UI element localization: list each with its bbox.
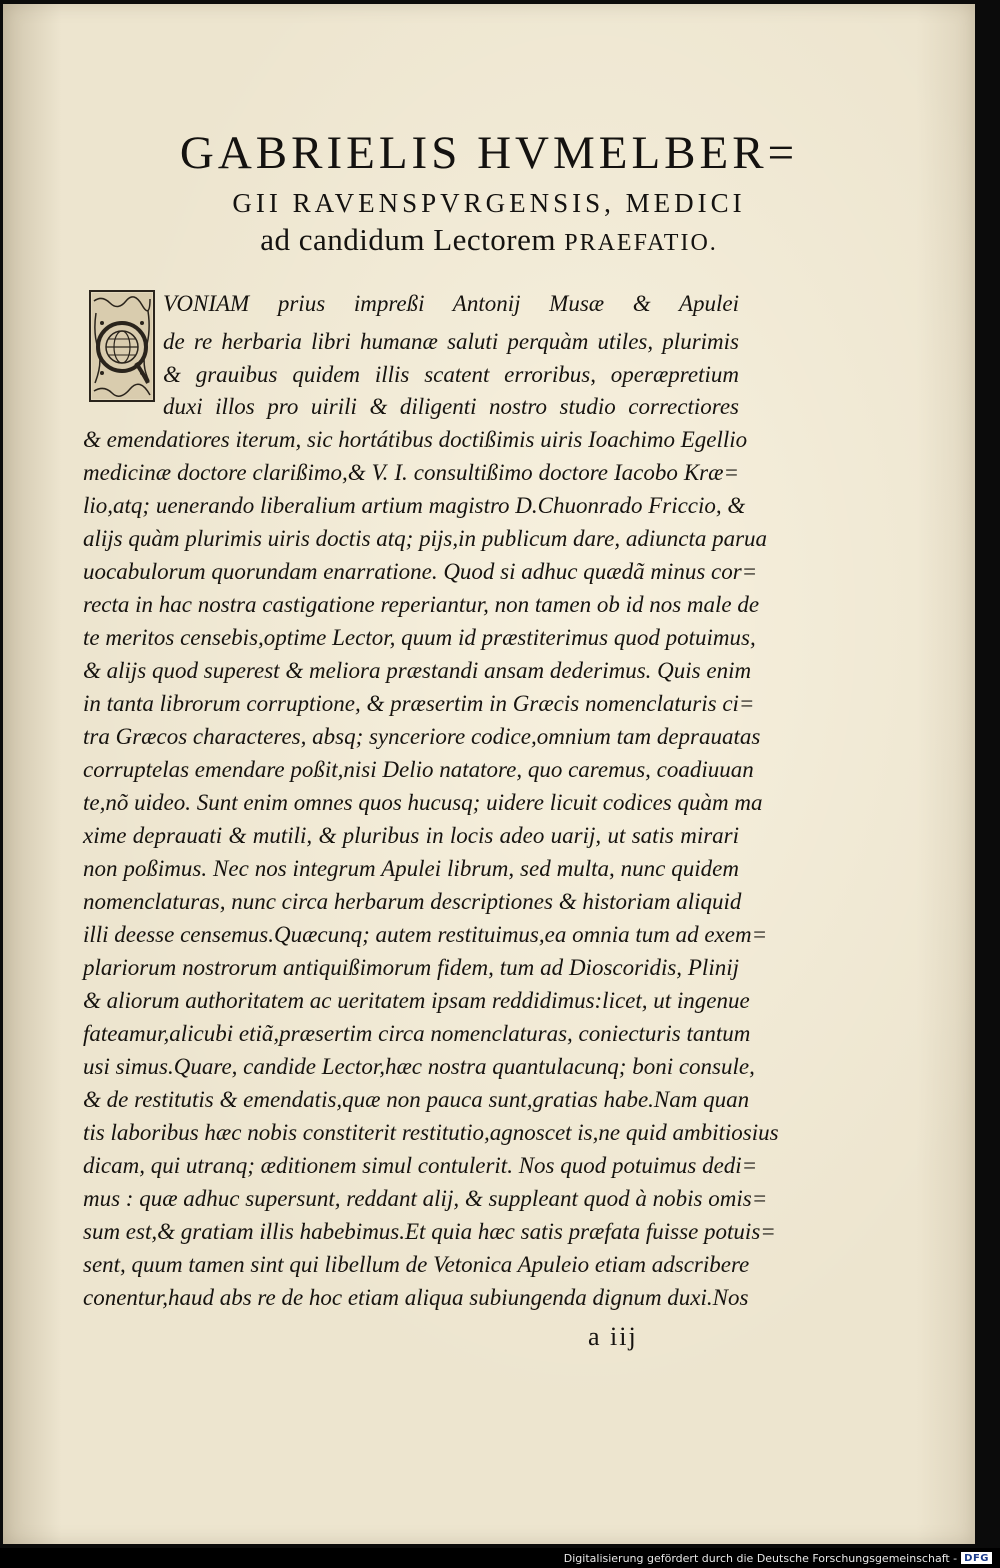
body-line: lio,atq; uenerando liberalium artium magistro D.Chuonrado Friccio, & (83, 493, 746, 518)
body-line: & grauibus quidem illis scatent erroribus, operæpretium (163, 362, 739, 387)
body-line: usi simus.Quare, candide Lector,hæc nostra quantulacunq; boni consule, (83, 1054, 755, 1079)
decorated-initial-q-icon (89, 290, 155, 402)
body-line: VONIAM prius impreßi Antonij Musæ & Apulei (163, 291, 739, 316)
body-line: te meritos censebis,optime Lector, quum id præstiterimus quod potuimus, (83, 625, 756, 650)
body-line: xime deprauati & mutili, & pluribus in locis adeo uarij, ut satis mirari (83, 823, 739, 848)
body-line: te,nõ uideo. Sunt enim omnes quos hucusq; uidere licuit codices quàm ma (83, 790, 763, 815)
title-line-1: GABRIELIS HVMELBER= (179, 127, 799, 179)
body-line: duxi illos pro uirili & diligenti nostro studio correctiores (163, 394, 739, 419)
body-line: plariorum nostrorum antiquißimorum fidem, tum ad Dioscoridis, Plinij (83, 955, 739, 980)
body-line: illi deesse censemus.Quæcunq; autem restituimus,ea omnia tum ad exem= (83, 922, 768, 947)
body-line: & de restitutis & emendatis,quæ non pauca sunt,gratias habe.Nam quan (83, 1087, 750, 1112)
body-line: sent, quum tamen sint qui libellum de Vetonica Apuleio etiam adscribere (83, 1252, 750, 1277)
title-line-3 (3, 222, 975, 258)
body-line: & alijs quod superest & meliora præstandi ansam dederimus. Quis enim (83, 658, 752, 683)
body-line: tis laboribus hæc nobis constiterit restitutio,agnoscet is,ne quid ambitiosius (83, 1120, 779, 1145)
digitization-footer (564, 1550, 992, 1566)
body-line: alijs quàm plurimis uiris doctis atq; pijs,in publicum dare, adiuncta parua (83, 526, 768, 551)
page-signature: a iij (588, 1322, 638, 1351)
body-line: conentur,haud abs re de hoc etiam aliqua subiungenda dignum duxi.Nos (83, 1285, 749, 1310)
dfg-logo-icon: DFG (961, 1552, 992, 1564)
body-line: uocabulorum quorundam enarratione. Quod si adhuc quædã minus cor= (83, 559, 758, 584)
body-line: corruptelas emendare poßit,nisi Delio natatore, quo caremus, coadiuuan (83, 757, 754, 782)
body-line: fateamur,alicubi etiã,præsertim circa nomenclaturas, coniecturis tantum (83, 1021, 751, 1046)
body-line: de re herbaria libri humanæ saluti perquàm utiles, plurimis (163, 329, 739, 354)
body-line: & aliorum authoritatem ac ueritatem ipsam reddidimus:licet, ut ingenue (83, 988, 750, 1013)
footer-text: Digitalisierung gefördert durch die Deutsche Forschungsgemeinschaft - (563, 1551, 958, 1565)
title-line-3-tail: PRAEFATIO. (564, 230, 718, 256)
body-line: medicinæ doctore clarißimo,& V. I. consultißimo doctore Iacobo Kræ= (83, 460, 739, 485)
body-line: tra Græcos characteres, absq; synceriore codice,omnium tam deprauatas (83, 724, 761, 749)
body-line: nomenclaturas, nunc circa herbarum descriptiones & historiam aliquid (83, 889, 742, 914)
body-line: in tanta librorum corruptione, & præsertim in Græcis nomenclaturis ci= (83, 691, 755, 716)
body-line: dicam, qui utranq; æditionem simul contulerit. Nos quod potuimus dedi= (83, 1153, 758, 1178)
body-line: & emendatiores iterum, sic hortátibus doctißimis uiris Ioachimo Egellio (83, 427, 748, 452)
title-line-2: GII RAVENSPVRGENSIS, MEDICI (232, 188, 746, 218)
body-line: sum est,& gratiam illis habebimus.Et quia hæc satis præfata fuisse potuis= (83, 1219, 776, 1244)
body-line: non poßimus. Nec nos integrum Apulei librum, sed multa, nunc quidem (83, 856, 739, 881)
body-line: mus : quæ adhuc supersunt, reddant alij, & suppleant quod à nobis omis= (83, 1186, 768, 1211)
title-line-3-lead: ad candidum Lectorem (260, 222, 556, 257)
book-page (3, 4, 975, 1544)
body-line: recta in hac nostra castigatione reperiantur, non tamen ob id nos male de (83, 592, 760, 617)
